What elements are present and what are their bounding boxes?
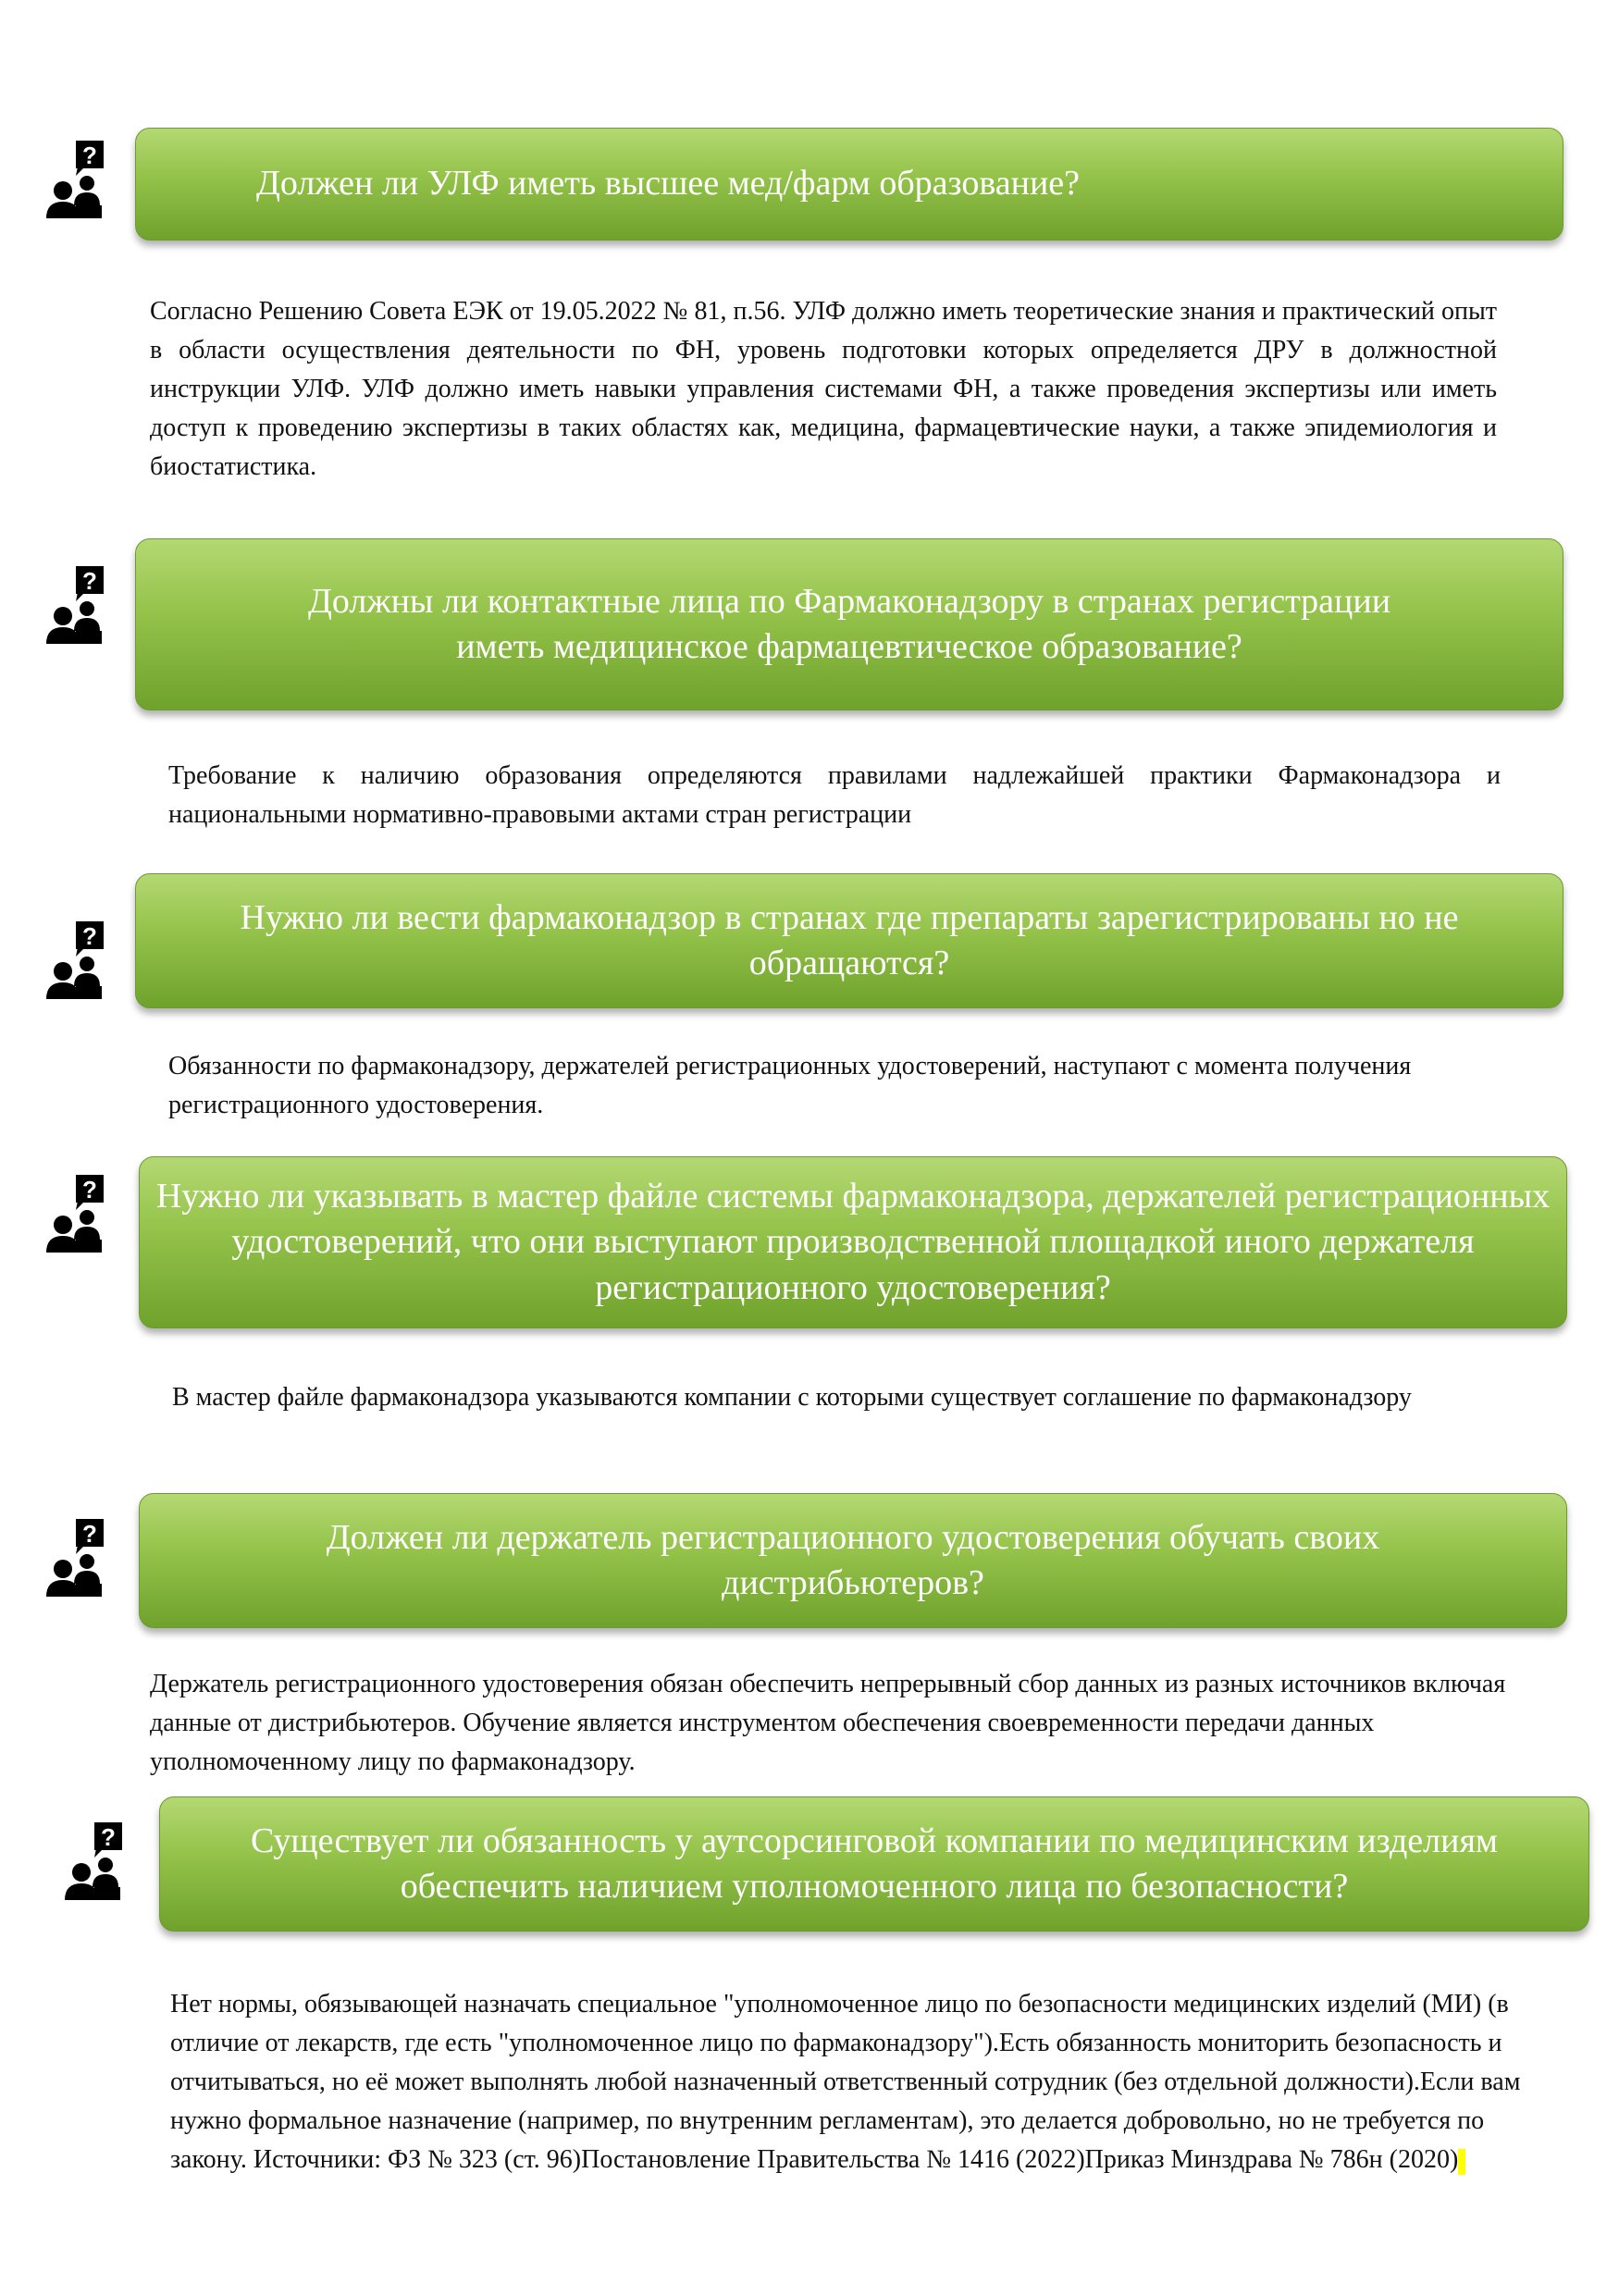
question-people-icon — [57, 1821, 131, 1904]
question-people-icon — [39, 920, 113, 1003]
answer-text-4: В мастер файле фармаконадзора указываются компании с которыми существует соглашение по фармаконадзору — [172, 1383, 1412, 1412]
question-text-1: Должен ли УЛФ иметь высшее мед/фарм образование? — [256, 164, 1081, 204]
answer-text-5: Держатель регистрационного удостоверения обязан обеспечить непрерывный сбор данных из разных источников включая данные от дистрибьютеров. Обучение является инструментом обеспечения своевременности передачи данных уполномоченному лицу по фармаконадзору. — [150, 1670, 1506, 1776]
answer-text-6-body: Нет нормы, обязывающей назначать специальное "уполномоченное лицо по безопасности медицинских изделий (МИ) (в отличие от лекарств, где есть "уполномоченное лицо по фармаконадзору").Есть обязанность мониторить безопасность и отчитываться, но её может выполнять любой назначенный ответственный сотрудник (без отдельной должности).Если вам нужно формальное назначение (например, по внутренним регламентам), это делается добровольно, но не требуется по закону. Источники: ФЗ № 323 (ст. 96)Постановление Правительства № 1416 (2022)Приказ Минздрава № 786н (2020) — [170, 1990, 1521, 2174]
question-people-icon — [39, 1173, 113, 1256]
question-text-3: Нужно ли вести фармаконадзор в странах где препараты зарегистрированы но не обращаются? — [240, 897, 1459, 982]
question-people-icon — [39, 139, 113, 222]
answer-text-6 — [170, 1985, 1549, 2179]
text-highlight-marker — [1458, 2149, 1465, 2175]
question-text-2: Должны ли контактные лица по Фармаконадзору в странах регистрации иметь медицинское фармацевтическое образование? — [307, 581, 1391, 666]
question-banner-5 — [139, 1493, 1567, 1628]
question-banner-1 — [135, 128, 1563, 241]
question-banner-4 — [139, 1156, 1567, 1328]
question-people-icon — [39, 564, 113, 648]
question-text-6: Существует ли обязанность у аутсорсинговой компании по медицинским изделиям обеспечить наличием уполномоченного лица по безопасности? — [251, 1821, 1498, 1906]
question-banner-3 — [135, 873, 1563, 1008]
answer-text-1: Согласно Решению Совета ЕЭК от 19.05.2022 № 81, п.56. УЛФ должно иметь теоретические знания и практический опыт в области осуществления деятельности по ФН, уровень подготовки которых определяется ДРУ в должностной инструкции УЛФ. УЛФ должно иметь навыки управления системами ФН, а также проведения экспертизы или иметь доступ к проведению экспертизы в таких областях как, медицина, фармацевтические науки, а также эпидемиология и биостатистика. — [150, 297, 1497, 481]
question-banner-6 — [159, 1796, 1589, 1932]
answer-text-2: Требование к наличию образования определяются правилами надлежайшей практики Фармаконадзора и национальными нормативно-правовыми актами стран регистрации — [168, 761, 1501, 829]
question-people-icon — [39, 1517, 113, 1600]
question-text-4: Нужно ли указывать в мастер файле системы фармаконадзора, держателей регистрационных удостоверений, что они выступают производственной площадкой иного держателя регистрационного удостоверения? — [155, 1176, 1551, 1307]
question-text-5: Должен ли держатель регистрационного удостоверения обучать своих дистрибьютеров? — [326, 1517, 1380, 1602]
question-banner-2 — [135, 538, 1563, 710]
answer-text-3: Обязанности по фармаконадзору, держателей регистрационных удостоверений, наступают с момента получения регистрационного удостоверения. — [168, 1052, 1412, 1119]
